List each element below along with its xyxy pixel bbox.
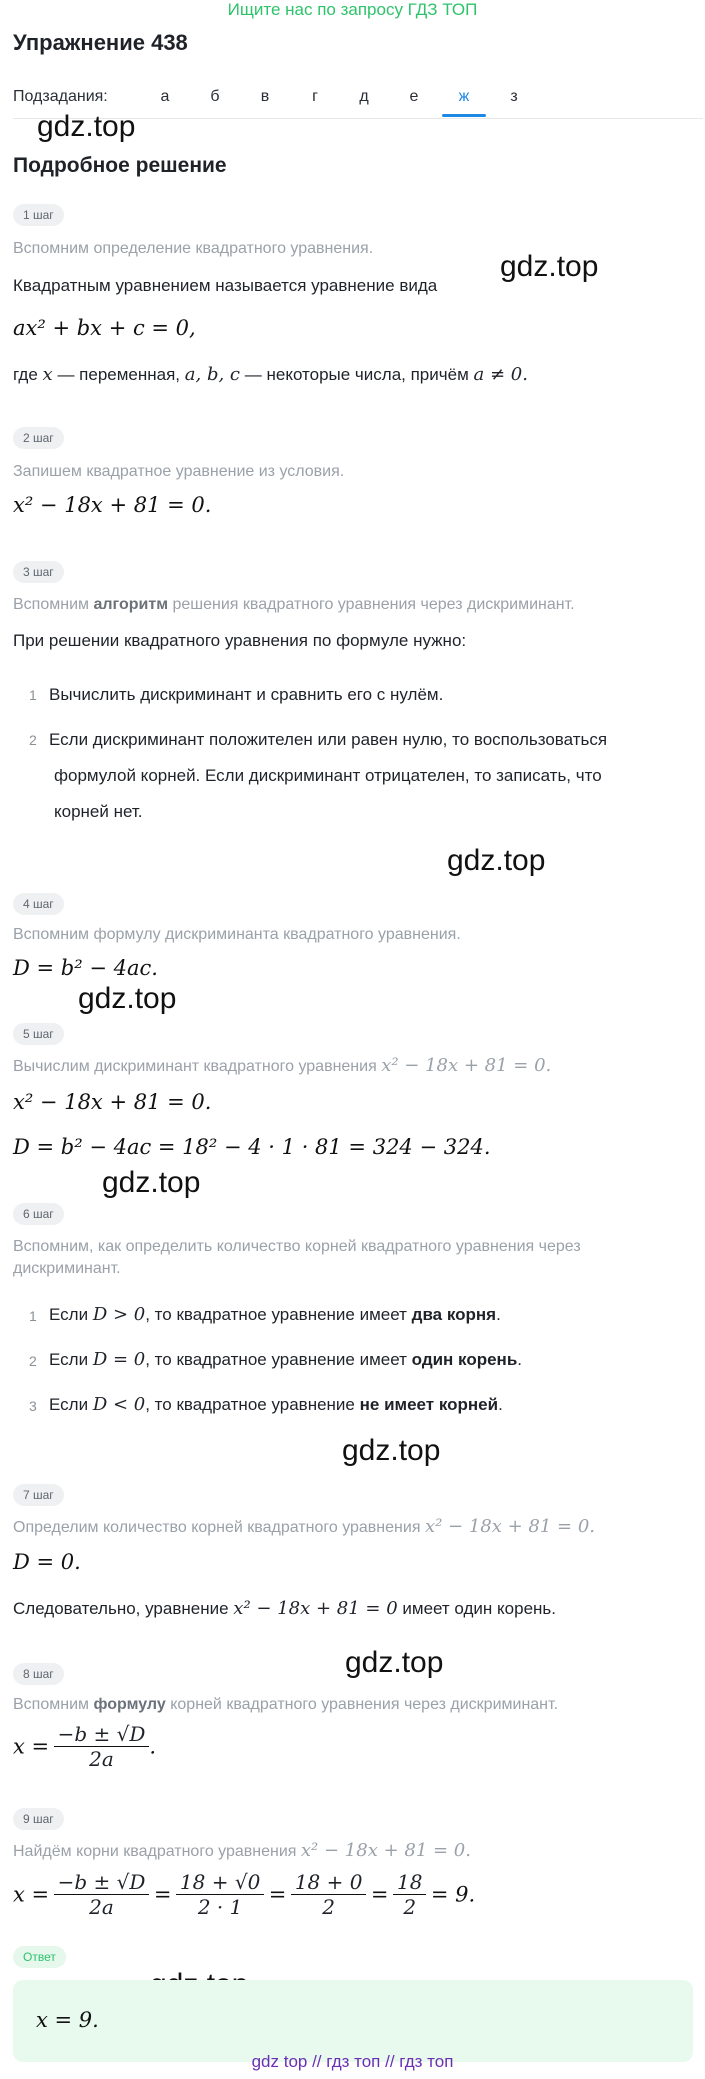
watermark: gdz.top <box>342 1434 441 1467</box>
math-inline: x² − 18x + 81 = 0. <box>424 1516 596 1537</box>
text: . <box>496 1305 501 1324</box>
step-badge: 4 шаг <box>13 893 64 915</box>
formula: ax² + bx + c = 0, <box>13 316 196 340</box>
watermark: gdz.top <box>102 1166 201 1199</box>
fraction-numerator: −b ± √D <box>54 1870 150 1895</box>
math-lhs: x = <box>13 1734 50 1759</box>
list-item: Вычислить дискриминант и сравнить его с нулём. <box>49 685 444 704</box>
text-bold: два корня <box>411 1305 497 1324</box>
step-badge: 6 шаг <box>13 1203 64 1225</box>
step-text: Квадратным уравнением называется уравнение вида <box>13 276 438 295</box>
step-badge: 2 шаг <box>13 427 64 449</box>
subtask-tab-v[interactable]: в <box>260 88 270 105</box>
fraction-denominator: 2a <box>89 1895 114 1919</box>
step-note <box>13 596 575 614</box>
list-number: 2 <box>29 732 37 748</box>
text: Если <box>49 1395 89 1414</box>
list-item-cont: корней нет. <box>54 802 143 821</box>
step-text <box>13 1598 556 1619</box>
watermark: gdz.top <box>78 982 177 1015</box>
answer-formula: x = 9. <box>36 2008 99 2032</box>
step-note <box>13 1055 551 1076</box>
text: Вспомним <box>13 1696 90 1713</box>
math-tail: . <box>149 1734 157 1759</box>
text: Найдём корни квадратного уравнения <box>13 1843 297 1860</box>
text: — некоторые числа, причём <box>244 365 469 384</box>
subtask-tab-e[interactable]: е <box>409 88 419 105</box>
fraction-numerator: 18 + √0 <box>176 1870 264 1895</box>
watermark: gdz.top <box>345 1646 444 1679</box>
math-eq: = <box>370 1882 389 1907</box>
fraction-denominator: 2a <box>89 1747 114 1771</box>
solution-heading: Подробное решение <box>13 154 227 177</box>
text: — переменная, <box>57 365 181 384</box>
fraction-numerator: −b ± √D <box>54 1722 150 1747</box>
math-inline: D > 0 <box>92 1304 146 1325</box>
active-tab-indicator <box>442 114 486 117</box>
text: . <box>517 1350 523 1369</box>
fraction <box>291 1870 367 1919</box>
subtask-tab-zh[interactable]: ж <box>458 88 470 105</box>
text: Если <box>49 1350 89 1369</box>
text: имеет один корень. <box>402 1599 556 1618</box>
step-note <box>13 1840 471 1861</box>
text: . <box>498 1395 503 1414</box>
list-item: Если дискриминант положителен или равен нулю, то воспользоваться <box>49 730 608 749</box>
math-eq: = <box>268 1882 287 1907</box>
step-badge: 8 шаг <box>13 1663 64 1685</box>
text-bold: алгоритм <box>93 596 169 613</box>
formula: D = 0. <box>13 1550 81 1574</box>
list-number: 3 <box>29 1398 37 1414</box>
text: Вычислим дискриминант квадратного уравнения <box>13 1058 377 1075</box>
step-note: Вспомним, как определить количество корней квадратного уравнения через <box>13 1238 581 1255</box>
fraction <box>54 1870 150 1919</box>
math-lhs: x = <box>13 1882 50 1907</box>
text: Если <box>49 1305 89 1324</box>
formula: D = b² − 4ac. <box>13 956 158 980</box>
watermark: gdz.top <box>500 250 599 283</box>
math-result: = 9. <box>430 1882 476 1907</box>
fraction-numerator: 18 <box>393 1870 426 1895</box>
list-number: 1 <box>29 687 37 703</box>
text: , то квадратное уравнение <box>145 1395 355 1414</box>
subtask-tab-b[interactable]: б <box>210 88 220 105</box>
text: где <box>13 365 38 384</box>
step-badge: 7 шаг <box>13 1484 64 1506</box>
fraction-denominator: 2 · 1 <box>197 1895 243 1919</box>
formula-solution <box>13 1870 475 1919</box>
subtask-tab-g[interactable]: г <box>312 88 318 105</box>
formula-roots <box>13 1722 156 1771</box>
math-var: x <box>42 364 53 385</box>
list-item-cont: формулой корней. Если дискриминант отрицателен, то записать, что <box>54 766 602 785</box>
math-inline: x² − 18x + 81 = 0. <box>300 1840 471 1861</box>
step-note: Вспомним формулу дискриминанта квадратного уравнения. <box>13 926 461 943</box>
answer-badge: Ответ <box>13 1946 66 1968</box>
text: , то квадратное уравнение имеет <box>145 1350 407 1369</box>
text-bold: один корень <box>411 1350 518 1369</box>
text: Вспомним <box>13 596 90 613</box>
top-banner: Ищите нас по запросу ГДЗ ТОП <box>227 0 478 19</box>
text: корней квадратного уравнения через дискриминант. <box>170 1696 559 1713</box>
fraction-denominator: 2 <box>403 1895 417 1919</box>
step-badge: 1 шаг <box>13 204 64 226</box>
list-item <box>49 1349 522 1370</box>
step-note: Запишем квадратное уравнение из условия. <box>13 463 345 480</box>
watermark: gdz.top <box>37 110 136 143</box>
step-badge: 5 шаг <box>13 1023 64 1045</box>
text: решения квадратного уравнения через дискриминант. <box>172 596 575 613</box>
step-badge: 3 шаг <box>13 561 64 583</box>
step-text <box>13 364 528 385</box>
math-inline: x² − 18x + 81 = 0. <box>381 1055 552 1076</box>
list-item <box>49 1304 501 1325</box>
footer-links[interactable]: gdz top // гдз топ // гдз топ <box>251 2052 454 2071</box>
text: , то квадратное уравнение имеет <box>145 1305 407 1324</box>
text: Следовательно, уравнение <box>13 1599 229 1618</box>
step-note <box>13 1516 595 1537</box>
step-note <box>13 1696 558 1714</box>
step-text: При решении квадратного уравнения по формуле нужно: <box>13 631 467 650</box>
formula: x² − 18x + 81 = 0. <box>13 493 212 517</box>
math-inline: D < 0 <box>92 1394 146 1415</box>
page-title: Упражнение 438 <box>13 30 188 55</box>
step-badge: 9 шаг <box>13 1808 64 1830</box>
list-item <box>49 1394 503 1415</box>
watermark: gdz.top <box>447 844 546 877</box>
subtask-tab-z[interactable]: з <box>510 88 518 105</box>
list-number: 1 <box>29 1308 37 1324</box>
step-note: дискриминант. <box>13 1260 121 1277</box>
subtasks-label: Подзадания: <box>13 88 108 105</box>
text-bold: формулу <box>93 1696 166 1713</box>
formula: x² − 18x + 81 = 0. <box>13 1090 212 1114</box>
subtask-tab-a[interactable]: а <box>160 88 170 105</box>
math-condition: a ≠ 0. <box>473 364 528 385</box>
formula: D = b² − 4ac = 18² − 4 · 1 · 81 = 324 − 324. <box>13 1135 491 1159</box>
math-vars: a, b, c <box>184 364 241 385</box>
math-inline: D = 0 <box>92 1349 146 1370</box>
fraction-numerator: 18 + 0 <box>291 1870 367 1895</box>
fraction-denominator: 2 <box>322 1895 335 1919</box>
text-bold: не имеет корней <box>359 1395 499 1414</box>
fraction <box>176 1870 264 1919</box>
math-inline: x² − 18x + 81 = 0 <box>233 1598 398 1619</box>
subtask-tab-d[interactable]: д <box>359 88 369 105</box>
answer-box <box>13 1980 693 2062</box>
math-eq: = <box>153 1882 172 1907</box>
step-note: Вспомним определение квадратного уравнения. <box>13 240 374 257</box>
list-number: 2 <box>29 1353 37 1369</box>
text: Определим количество корней квадратного уравнения <box>13 1519 421 1536</box>
fraction <box>54 1722 150 1771</box>
fraction <box>393 1870 426 1919</box>
